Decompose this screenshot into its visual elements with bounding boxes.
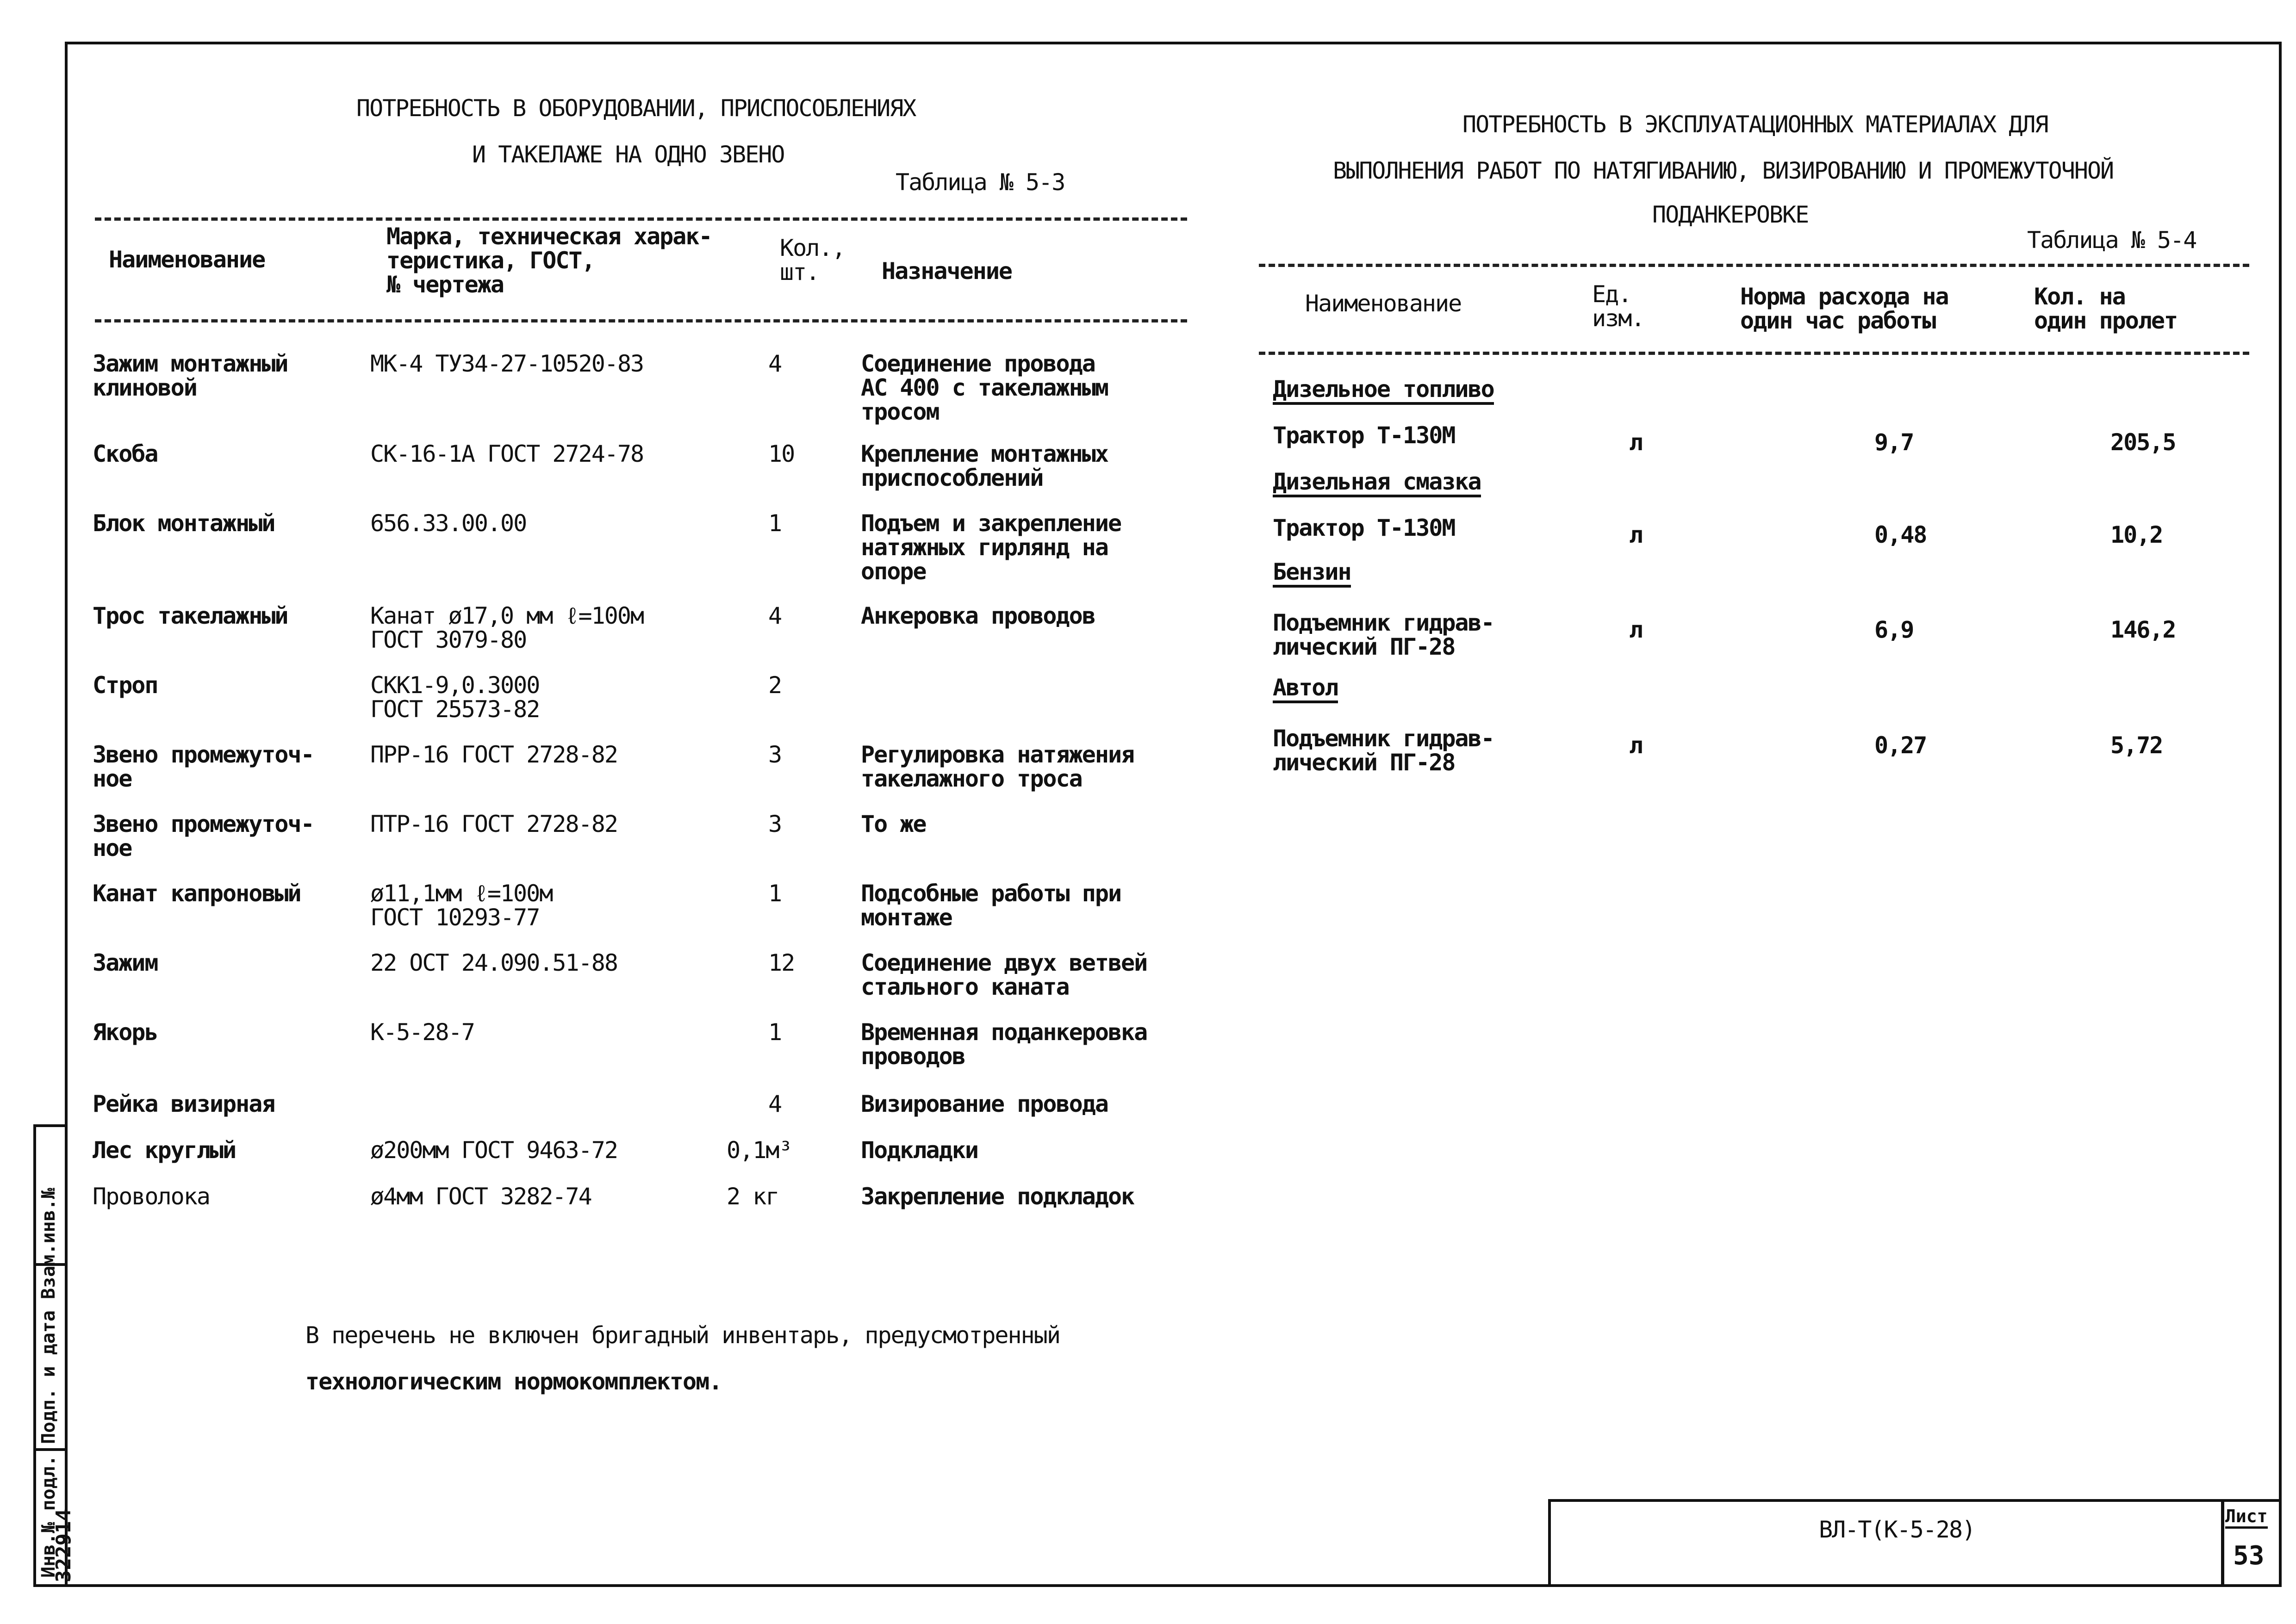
right-title-line2: ВЫПОЛНЕНИЯ РАБОТ ПО НАТЯГИВАНИЮ, ВИЗИРОВАНИЮ И ПРОМЕЖУТОЧНОЙ — [1333, 157, 2114, 184]
right-header-bottom-rule — [1259, 352, 2249, 355]
left-row-mark-line: ø11,1мм ℓ=100м — [370, 880, 553, 907]
left-row-purpose — [861, 881, 1121, 930]
right-row-name — [1273, 611, 1494, 659]
left-row-purpose-line: стального каната — [861, 973, 1069, 1000]
left-row-purpose-line: Визирование провода — [861, 1091, 1108, 1117]
left-row-purpose-line: опоре — [861, 558, 926, 585]
left-row-purpose-line: Регулировка натяжения — [861, 741, 1134, 768]
right-title-line1: ПОТРЕБНОСТЬ В ЭКСПЛУАТАЦИОННЫХ МАТЕРИАЛАХ ДЛЯ — [1462, 111, 2048, 138]
right-row-name — [1273, 726, 1494, 775]
right-row-per-span: 10,2 — [2110, 521, 2163, 548]
left-row-qty: 12 — [768, 949, 795, 976]
left-title-line2: И ТАКЕЛАЖЕ НА ОДНО ЗВЕНО — [472, 141, 784, 168]
left-row-mark — [370, 442, 643, 466]
right-row-name-line: лический ПГ-28 — [1273, 633, 1455, 660]
left-row-name-line: Звено промежуточ- — [93, 811, 314, 837]
left-row-name-line: Якорь — [93, 1019, 158, 1046]
left-row-purpose-line: проводов — [861, 1043, 965, 1070]
left-header-mark-line: теристика, ГОСТ, — [386, 247, 595, 274]
left-row-qty: 0,1м³ — [727, 1137, 792, 1164]
left-header-mark-line: № чертежа — [386, 271, 504, 298]
left-row-qty: 1 — [768, 510, 782, 537]
left-row-name — [93, 743, 314, 791]
left-row-name — [93, 951, 158, 975]
right-header-per-span-line: Кол. на — [2034, 283, 2125, 310]
left-row-purpose-line: такелажного троса — [861, 765, 1082, 792]
left-row-mark — [370, 352, 643, 376]
left-row-name-line: Зажим — [93, 949, 158, 976]
left-row-name — [93, 1138, 236, 1162]
left-row-qty: 2 — [768, 672, 782, 699]
left-row-mark-line: МК-4 ТУ34-27-10520-83 — [370, 350, 644, 377]
right-group-title: Автол — [1273, 676, 1338, 703]
right-row-unit: л — [1629, 732, 1643, 759]
left-row-mark-line: ГОСТ 10293-77 — [370, 904, 540, 931]
left-note-line2: технологическим нормокомплектом. — [305, 1368, 722, 1395]
left-row-purpose-line: Временная поданкеровка — [861, 1019, 1147, 1046]
right-table-number: Таблица № 5-4 — [2027, 227, 2196, 254]
left-row-purpose-line: тросом — [861, 398, 939, 425]
right-row-name-line: Подъемник гидрав- — [1273, 725, 1494, 752]
left-row-mark — [370, 743, 617, 767]
left-header-mark-line: Марка, техническая харак- — [386, 223, 712, 250]
left-row-name-line: Трос такелажный — [93, 602, 288, 629]
left-row-mark-line: ПТР-16 ГОСТ 2728-82 — [370, 811, 617, 837]
left-row-name — [93, 604, 288, 628]
left-table-number: Таблица № 5-3 — [896, 169, 1065, 196]
left-row-mark — [370, 951, 617, 975]
left-row-qty: 1 — [768, 1019, 782, 1046]
side-stamp-number: 322914 — [52, 1509, 75, 1582]
right-group-title: Бензин — [1273, 560, 1351, 588]
left-row-name — [93, 352, 288, 400]
left-row-qty: 2 кг — [727, 1183, 779, 1210]
left-header-qty — [780, 236, 845, 284]
left-row-mark-line: 22 ОСТ 24.090.51-88 — [370, 949, 617, 976]
right-header-unit-line: Ед. — [1592, 281, 1631, 308]
left-row-purpose — [861, 352, 1108, 424]
right-header-unit — [1592, 282, 1644, 330]
left-row-qty: 4 — [768, 602, 782, 629]
left-row-name — [93, 812, 314, 860]
left-row-purpose — [861, 511, 1121, 583]
title-block-sheet-label: Лист — [2225, 1506, 2268, 1529]
right-row-per-span: 146,2 — [2110, 616, 2176, 643]
left-row-qty: 4 — [768, 350, 782, 377]
left-row-mark — [370, 812, 617, 836]
left-row-name-line: Блок монтажный — [93, 510, 275, 537]
right-header-rate-line: один час работы — [1740, 307, 1935, 334]
right-row-per-span: 205,5 — [2110, 429, 2176, 456]
left-header-name: Наименование — [109, 246, 265, 273]
right-row-name-line: Трактор Т-130М — [1273, 422, 1455, 449]
side-stamp-text: Инв.№ подл. Подп. и дата Взам.инв.№ — [38, 1188, 59, 1578]
left-row-name-line: Проволока — [93, 1183, 210, 1210]
left-row-purpose-line: Подкладки — [861, 1137, 978, 1164]
right-row-unit: л — [1629, 521, 1643, 548]
title-block-sheet-number: 53 — [2233, 1541, 2265, 1571]
left-row-purpose-line: приспособлений — [861, 465, 1043, 491]
right-group-title: Дизельная смазка — [1273, 470, 1481, 497]
left-row-purpose — [861, 604, 1095, 628]
left-row-purpose-line: монтаже — [861, 904, 952, 931]
left-row-mark-line: ø200мм ГОСТ 9463-72 — [370, 1137, 617, 1164]
right-title-line3: ПОДАНКЕРОВКЕ — [1652, 201, 1809, 228]
left-row-purpose-line: АС 400 с такелажным — [861, 374, 1108, 401]
right-row-name — [1273, 516, 1455, 540]
left-row-name-line: Звено промежуточ- — [93, 741, 314, 768]
left-row-name-line: Рейка визирная — [93, 1091, 275, 1117]
left-row-purpose — [861, 442, 1108, 490]
left-row-mark — [370, 604, 643, 652]
right-header-top-rule — [1259, 264, 2249, 267]
left-row-qty: 4 — [768, 1091, 782, 1117]
left-row-mark-line: Канат ø17,0 мм ℓ=100м — [370, 602, 644, 629]
left-row-name — [93, 442, 158, 466]
left-row-mark — [370, 511, 526, 535]
left-row-purpose — [861, 1020, 1147, 1068]
left-row-mark-line: 656.33.00.00 — [370, 510, 527, 537]
left-row-purpose — [861, 1138, 978, 1162]
left-row-name — [93, 511, 274, 535]
left-row-mark-line: К-5-28-7 — [370, 1019, 474, 1046]
left-row-name — [93, 1092, 274, 1116]
left-row-purpose-line: Подсобные работы при — [861, 880, 1121, 907]
left-row-name-line: Зажим монтажный — [93, 350, 288, 377]
left-row-name-line: Строп — [93, 672, 158, 699]
right-header-name: Наименование — [1305, 290, 1462, 317]
left-header-mark — [386, 224, 712, 297]
left-row-mark — [370, 1184, 591, 1209]
left-row-purpose-line: Закрепление подкладок — [861, 1183, 1134, 1210]
left-row-mark — [370, 1020, 474, 1044]
left-row-purpose-line: Соединение провода — [861, 350, 1095, 377]
right-row-name-line: лический ПГ-28 — [1273, 749, 1455, 776]
right-row-name — [1273, 423, 1455, 447]
left-row-name — [93, 1020, 158, 1044]
left-row-mark-line: ГОСТ 25573-82 — [370, 696, 540, 723]
left-row-mark — [370, 1138, 617, 1162]
right-row-name-line: Подъемник гидрав- — [1273, 609, 1494, 636]
title-block-code: ВЛ-Т(К-5-28) — [1819, 1516, 1975, 1543]
left-row-purpose — [861, 1092, 1108, 1116]
title-block-code-cell — [1548, 1499, 2224, 1587]
right-row-rate: 6,9 — [1874, 616, 1914, 643]
left-row-name-line: Канат капроновый — [93, 880, 301, 907]
left-row-name-line: Лес круглый — [93, 1137, 236, 1164]
left-row-purpose — [861, 743, 1134, 791]
right-header-rate — [1740, 285, 1948, 333]
right-header-rate-line: Норма расхода на — [1740, 283, 1948, 310]
left-note-line1: В перечень не включен бригадный инвентарь, предусмотренный — [305, 1322, 1060, 1349]
right-group-title: Дизельное топливо — [1273, 377, 1494, 405]
left-row-name-line: ное — [93, 835, 132, 862]
left-row-mark-line: ГОСТ 3079-80 — [370, 626, 527, 653]
left-row-purpose-line: Анкеровка проводов — [861, 602, 1095, 629]
right-row-unit: л — [1629, 616, 1643, 643]
left-row-qty: 1 — [768, 880, 782, 907]
right-header-per-span — [2034, 285, 2177, 333]
right-row-rate: 9,7 — [1874, 429, 1914, 456]
left-header-purpose: Назначение — [882, 258, 1012, 285]
left-header-bottom-rule — [95, 319, 1187, 322]
right-row-rate: 0,48 — [1874, 521, 1927, 548]
left-row-mark — [370, 673, 539, 721]
left-row-purpose-line: Крепление монтажных — [861, 440, 1108, 467]
left-title-line1: ПОТРЕБНОСТЬ В ОБОРУДОВАНИИ, ПРИСПОСОБЛЕНИЯХ — [356, 95, 916, 122]
left-row-qty: 3 — [768, 741, 782, 768]
left-row-purpose-line: Подъем и закрепление — [861, 510, 1121, 537]
right-row-unit: л — [1629, 429, 1643, 456]
left-row-name-line: ное — [93, 765, 132, 792]
left-row-purpose — [861, 1184, 1134, 1209]
left-row-name-line: клиновой — [93, 374, 197, 401]
left-row-mark — [370, 881, 552, 930]
left-row-mark-line: ø4мм ГОСТ 3282-74 — [370, 1183, 591, 1210]
left-row-qty: 10 — [768, 440, 795, 467]
left-row-qty: 3 — [768, 811, 782, 837]
left-header-top-rule — [95, 217, 1187, 221]
left-row-purpose — [861, 812, 926, 836]
right-row-per-span: 5,72 — [2110, 732, 2163, 759]
right-row-name-line: Трактор Т-130М — [1273, 514, 1455, 541]
left-row-mark-line: ПРР-16 ГОСТ 2728-82 — [370, 741, 617, 768]
left-row-name-line: Скоба — [93, 440, 158, 467]
left-row-name — [93, 1184, 210, 1209]
left-row-purpose-line: натяжных гирлянд на — [861, 534, 1108, 561]
left-row-mark-line: СКК1-9,0.3000 — [370, 672, 540, 699]
left-row-purpose-line: То же — [861, 811, 926, 837]
right-header-per-span-line: один пролет — [2034, 307, 2178, 334]
left-row-purpose-line: Соединение двух ветвей — [861, 949, 1147, 976]
right-row-rate: 0,27 — [1874, 732, 1927, 759]
left-row-name — [93, 881, 301, 905]
left-header-qty-line: Кол., — [780, 235, 845, 261]
left-header-qty-line: шт. — [780, 259, 819, 285]
right-header-unit-line: изм. — [1592, 305, 1644, 332]
left-row-mark-line: СК-16-1А ГОСТ 2724-78 — [370, 440, 644, 467]
left-row-name — [93, 673, 158, 697]
left-row-purpose — [861, 951, 1147, 999]
